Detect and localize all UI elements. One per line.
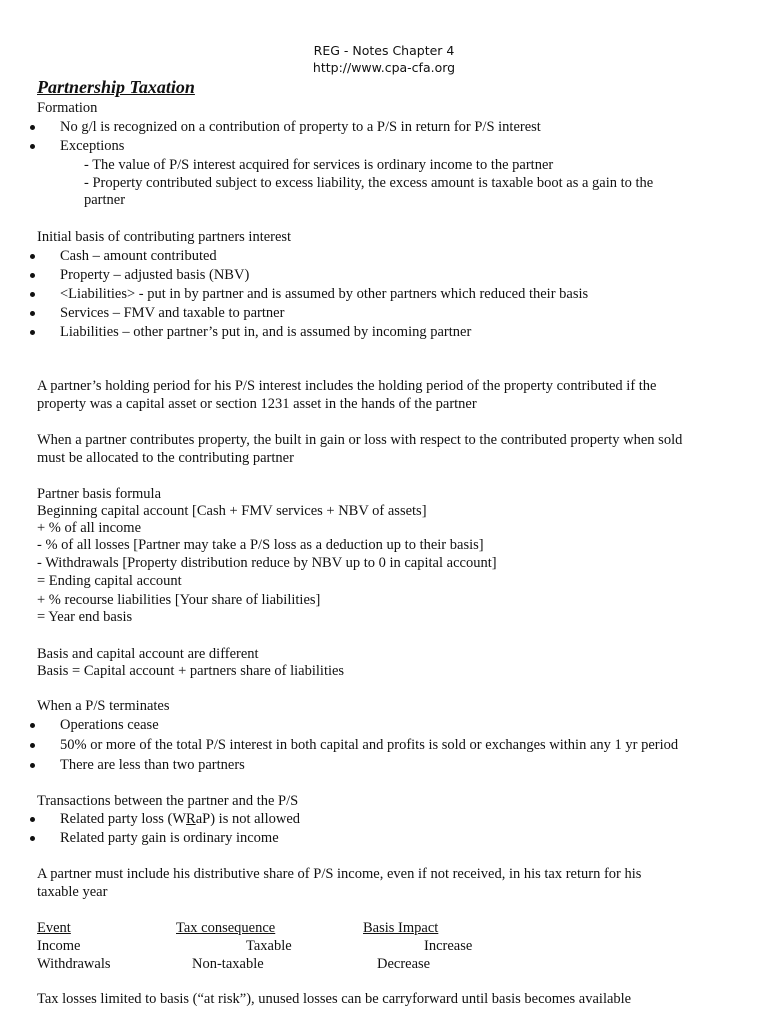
- paragraph-line: A partner must include his distributive share of P/S income, even if not received, in his tax return for his: [37, 866, 642, 882]
- list-item: [24, 137, 764, 155]
- paragraph-line: taxable year: [37, 884, 108, 900]
- list-item-text: <Liabilities> - put in by partner and is assumed by other partners which reduced their basis: [60, 286, 589, 302]
- list-item-text: Services – FMV and taxable to partner: [60, 305, 285, 321]
- paragraph-line: must be allocated to the contributing partner: [37, 450, 294, 466]
- list-item: [24, 304, 764, 322]
- terminates-heading: When a P/S terminates: [37, 698, 170, 714]
- list-item-text: Cash – amount contributed: [60, 248, 217, 264]
- table-cell: Non-taxable: [192, 956, 264, 972]
- transactions-heading: Transactions between the partner and the P/S: [37, 793, 299, 809]
- list-item-text: Exceptions: [60, 138, 125, 154]
- paragraph-line: property was a capital asset or section 1231 asset in the hands of the partner: [37, 396, 477, 412]
- list-item-text: There are less than two partners: [60, 757, 245, 773]
- underlined-letter: R: [186, 811, 196, 827]
- table-cell: Increase: [424, 938, 473, 954]
- bullet-icon: [30, 144, 35, 149]
- formula-line: = Year end basis: [37, 609, 133, 625]
- page-title: Partnership Taxation: [37, 77, 195, 97]
- list-item-text: No g/l is recognized on a contribution of property to a P/S in return for P/S interest: [60, 119, 541, 135]
- list-item-text: Property – adjusted basis (NBV): [60, 267, 250, 283]
- list-item: [24, 247, 764, 265]
- formation-heading: Formation: [37, 100, 98, 116]
- bullet-icon: [30, 125, 35, 130]
- list-item: [24, 285, 764, 303]
- list-item: [24, 266, 764, 284]
- list-item-text: Operations cease: [60, 717, 159, 733]
- list-item-text: 50% or more of the total P/S interest in both capital and profits is sold or exchanges within any 1 yr period: [60, 737, 679, 753]
- bullet-icon: [30, 254, 35, 259]
- list-item-text: [60, 810, 300, 828]
- bullet-icon: [30, 723, 35, 728]
- formula-line: - % of all losses [Partner may take a P/S loss as a deduction up to their basis]: [37, 537, 484, 553]
- formula-line: Beginning capital account [Cash + FMV services + NBV of assets]: [37, 503, 427, 519]
- paragraph-line: Tax losses limited to basis (“at risk”), unused losses can be carryforward until basis becomes available: [37, 991, 632, 1007]
- table-header-event: Event: [37, 920, 71, 936]
- exception-item: - Property contributed subject to excess liability, the excess amount is taxable boot as a gain to the: [84, 175, 654, 191]
- table-cell: Decrease: [377, 956, 431, 972]
- initial-basis-heading: Initial basis of contributing partners interest: [37, 229, 292, 245]
- formula-line: - Withdrawals [Property distribution reduce by NBV up to 0 in capital account]: [37, 555, 497, 571]
- bullet-icon: [30, 273, 35, 278]
- header-title: REG - Notes Chapter 4: [313, 43, 455, 58]
- list-item: [24, 810, 764, 828]
- header-url: http://www.cpa-cfa.org: [312, 60, 456, 75]
- list-item-text: Related party gain is ordinary income: [60, 830, 279, 846]
- bullet-icon: [30, 836, 35, 841]
- list-item-text: Liabilities – other partner’s put in, and is assumed by incoming partner: [60, 324, 472, 340]
- list-item: [24, 323, 764, 341]
- formula-line: = Ending capital account: [37, 573, 182, 589]
- bullet-icon: [30, 763, 35, 768]
- paragraph-line: When a partner contributes property, the built in gain or loss with respect to the contributed property when sold: [37, 432, 683, 448]
- paragraph-line: A partner’s holding period for his P/S interest includes the holding period of the property contributed if the: [37, 378, 657, 394]
- text-segment: Related party loss (W: [60, 811, 187, 827]
- list-item: [24, 716, 764, 734]
- list-item: [24, 829, 764, 847]
- paragraph-line: Basis and capital account are different: [37, 646, 259, 662]
- bullet-icon: [30, 311, 35, 316]
- paragraph-line: Basis = Capital account + partners share of liabilities: [37, 663, 345, 679]
- table-cell: Income: [37, 938, 81, 954]
- table-header-basis-impact: Basis Impact: [363, 920, 439, 936]
- formula-line: + % recourse liabilities [Your share of liabilities]: [37, 592, 321, 608]
- bullet-icon: [30, 330, 35, 335]
- bullet-icon: [30, 817, 35, 822]
- table-cell: Taxable: [246, 938, 292, 954]
- bullet-icon: [30, 743, 35, 748]
- list-item: [24, 118, 764, 136]
- formula-line: + % of all income: [37, 520, 142, 536]
- list-item: [24, 736, 764, 754]
- formula-line: Partner basis formula: [37, 486, 162, 502]
- table-header-tax-consequence: Tax consequence: [176, 920, 276, 936]
- table-cell: Withdrawals: [37, 956, 111, 972]
- exception-item-continued: partner: [84, 192, 126, 208]
- exception-item: - The value of P/S interest acquired for services is ordinary income to the partner: [84, 157, 554, 173]
- text-segment: aP) is not allowed: [195, 811, 301, 827]
- bullet-icon: [30, 292, 35, 297]
- list-item: [24, 756, 764, 774]
